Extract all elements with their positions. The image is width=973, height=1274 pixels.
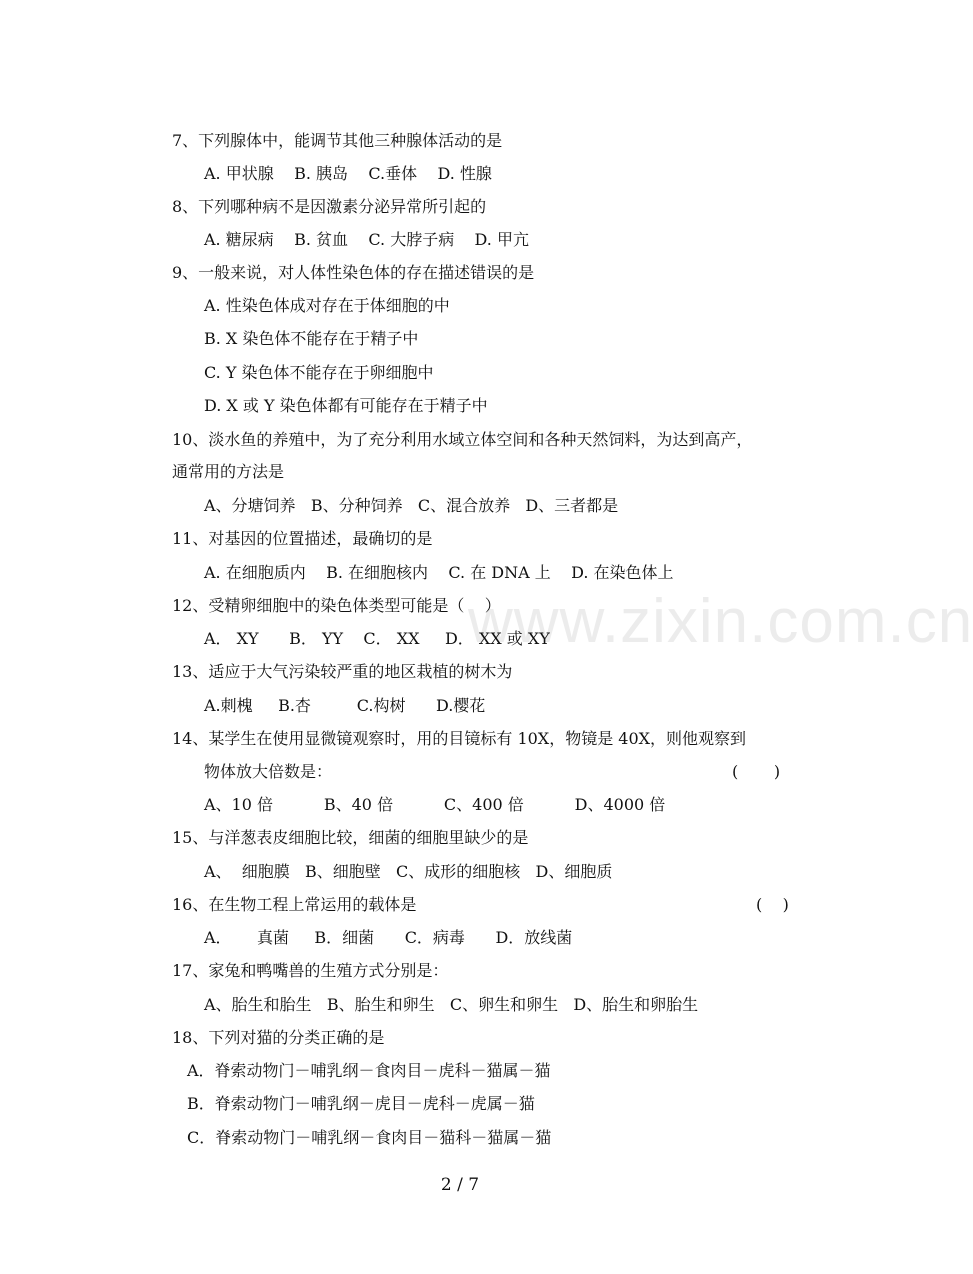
question-16-answer-bracket: ( ) xyxy=(756,895,789,914)
question-10-options: A、分塘饲养 B、分种饲养 C、混合放养 D、三者都是 xyxy=(204,496,619,515)
question-8-options: A. 糖尿病 B. 贫血 C. 大脖子病 D. 甲亢 xyxy=(204,230,529,249)
question-15-options: A、 细胞膜 B、细胞壁 C、成形的细胞核 D、细胞质 xyxy=(204,862,613,881)
question-12-options: A． XY B． YY C． XX D． XX 或 XY xyxy=(204,629,550,648)
question-9-option-d: D. X 或 Y 染色体都有可能存在于精子中 xyxy=(204,396,488,415)
question-7: 7、下列腺体中，能调节其他三种腺体活动的是 xyxy=(172,131,503,150)
question-9: 9、一般来说，对人体性染色体的存在描述错误的是 xyxy=(172,263,535,282)
question-8: 8、下列哪种病不是因激素分泌异常所引起的 xyxy=(172,197,487,216)
question-9-option-a: A. 性染色体成对存在于体细胞的中 xyxy=(204,296,450,315)
question-14-options: A、10 倍 B、40 倍 C、400 倍 D、4000 倍 xyxy=(204,795,666,814)
question-14: 14、某学生在使用显微镜观察时，用的目镜标有 10X，物镜是 40X，则他观察到 xyxy=(172,729,747,748)
question-16: 16、在生物工程上常运用的载体是 xyxy=(172,895,417,914)
question-11-options: A. 在细胞质内 B. 在细胞核内 C. 在 DNA 上 D. 在染色体上 xyxy=(204,563,674,582)
question-18-option-a: A．脊索动物门－哺乳纲－食肉目－虎科－猫属－猫 xyxy=(187,1061,551,1080)
question-15: 15、与洋葱表皮细胞比较，细菌的细胞里缺少的是 xyxy=(172,828,529,847)
question-18-option-b: B．脊索动物门－哺乳纲－虎目－虎科－虎属－猫 xyxy=(187,1094,535,1113)
question-18: 18、下列对猫的分类正确的是 xyxy=(172,1028,385,1047)
question-10-continued: 通常用的方法是 xyxy=(172,462,285,481)
question-9-option-c: C. Y 染色体不能存在于卵细胞中 xyxy=(204,363,434,382)
question-14-answer-bracket: ( ) xyxy=(732,762,781,781)
page-number: 2 / 7 xyxy=(440,1175,480,1195)
question-14-continued: 物体放大倍数是： xyxy=(204,762,333,781)
question-9-option-b: B. X 染色体不能存在于精子中 xyxy=(204,329,419,348)
question-13-options: A.刺槐 B.杏 C.构树 D.樱花 xyxy=(204,696,486,715)
question-11: 11、对基因的位置描述，最确切的是 xyxy=(172,529,433,548)
question-12: 12、受精卵细胞中的染色体类型可能是（ ） xyxy=(172,596,501,615)
watermark-text: www.zixin.com.cn xyxy=(468,587,973,656)
question-17: 17、家兔和鸭嘴兽的生殖方式分别是： xyxy=(172,961,449,980)
question-16-options: A． 真菌 B．细菌 C．病毒 D．放线菌 xyxy=(204,928,573,947)
question-10: 10、淡水鱼的养殖中，为了充分利用水域立体空间和各种天然饲料，为达到高产， xyxy=(172,430,753,449)
question-18-option-c: C．脊索动物门－哺乳纲－食肉目－猫科－猫属－猫 xyxy=(187,1128,552,1147)
question-7-options: A. 甲状腺 B. 胰岛 C.垂体 D. 性腺 xyxy=(204,164,492,183)
question-17-options: A、胎生和胎生 B、胎生和卵生 C、卵生和卵生 D、胎生和卵胎生 xyxy=(204,995,699,1014)
question-13: 13、适应于大气污染较严重的地区栽植的树木为 xyxy=(172,662,513,681)
